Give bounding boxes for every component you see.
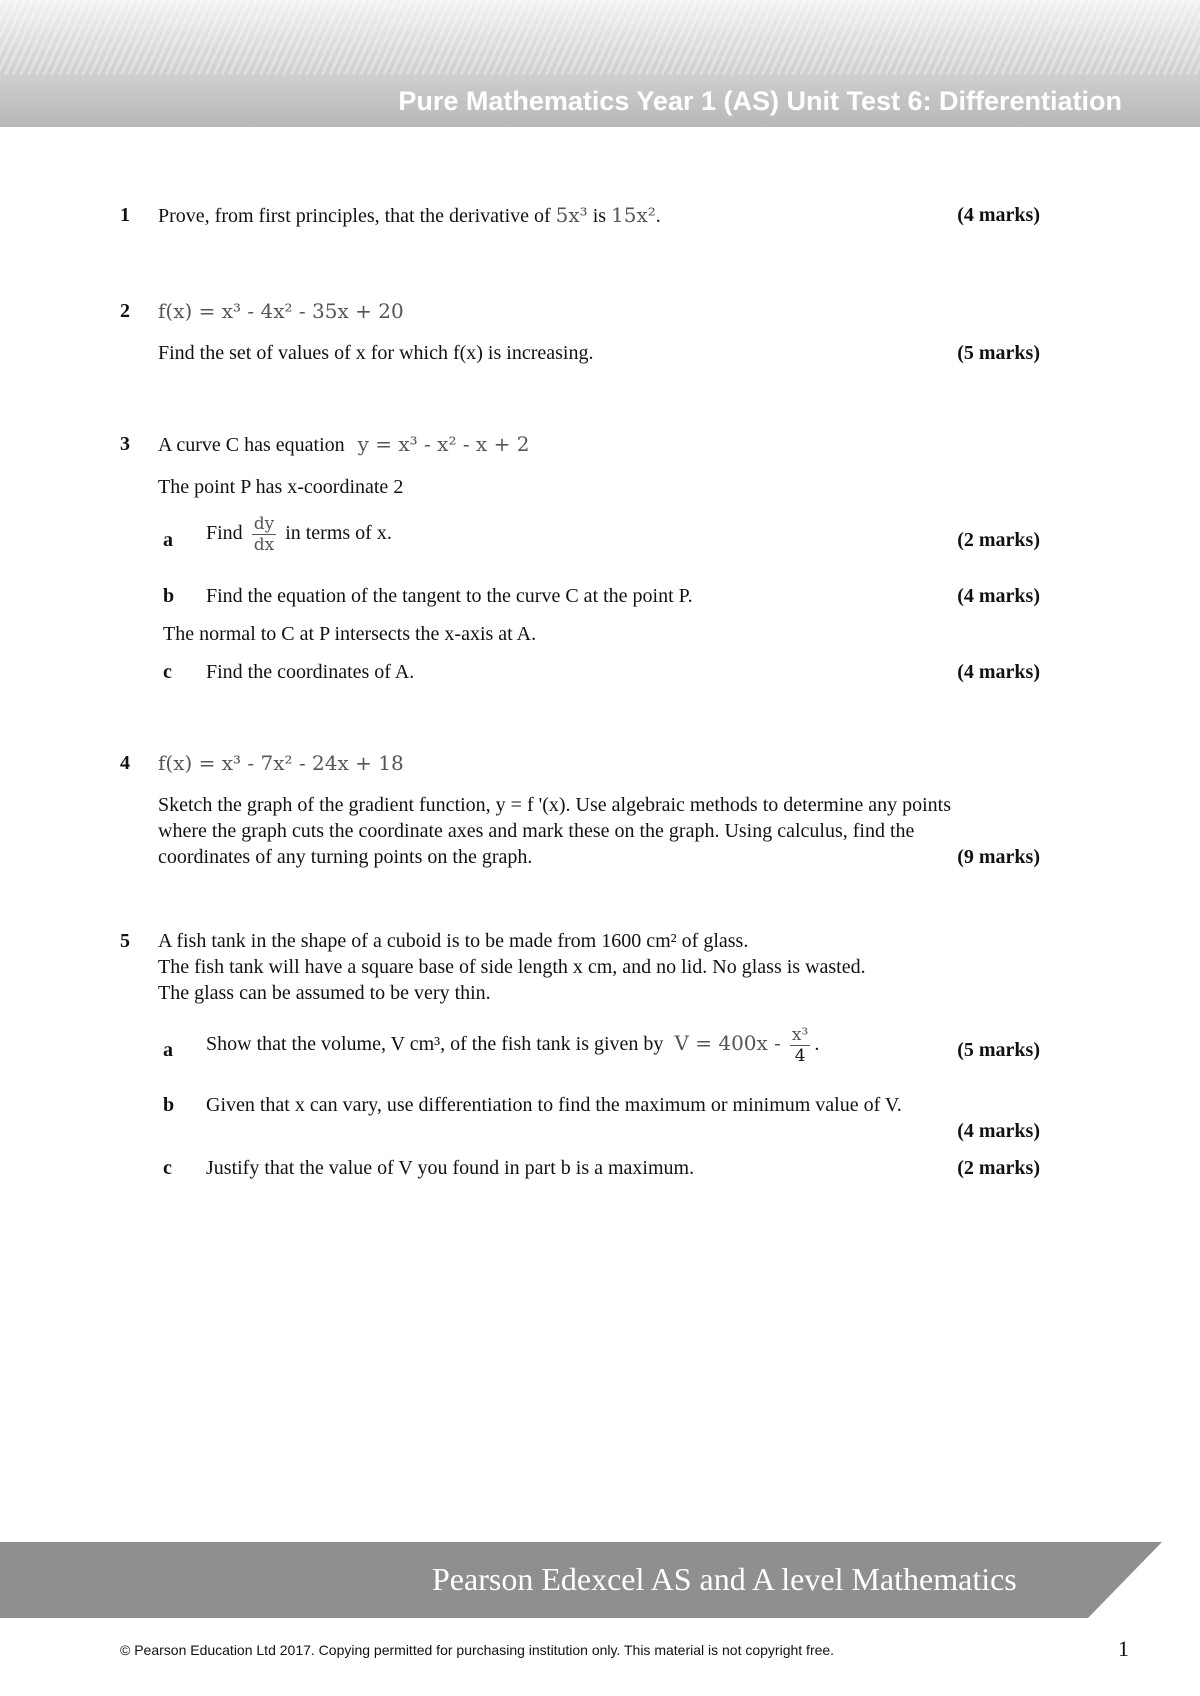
question-paragraph: Sketch the graph of the gradient function, y = f '(x). Use algebraic methods to determine any points where the graph cuts the coordinate axes and mark these on the graph. Using calculus, find the coordinates of any turning points on the graph. (158, 794, 951, 868)
part-label: c (163, 661, 172, 683)
part-label: a (163, 529, 173, 551)
function-definition: f(x) = x³ - 7x² - 24x + 18 (158, 751, 404, 775)
part-text: Show that the volume, V cm³, of the fish tank is given by V = 400x - $\frac{\text{x³}}{4}$ . (206, 1025, 820, 1066)
part-label: a (163, 1039, 173, 1061)
part-text: Find the equation of the tangent to the curve C at the point P. (206, 585, 693, 607)
question-text: Prove, from first principles, that the derivative of 5x³ is 15x². (158, 203, 661, 227)
question-number: 4 (120, 752, 130, 774)
question-text: Find the set of values of x for which f(x) is increasing. (158, 342, 594, 364)
marks-label: (5 marks) (957, 1039, 1040, 1061)
footer-brand: Pearson Edexcel AS and A level Mathematics (432, 1561, 1017, 1597)
copyright-notice: © Pearson Education Ltd 2017. Copying permitted for purchasing institution only. This material is not copyright free. (120, 1642, 835, 1658)
math-expression: V = 400x - (674, 1031, 781, 1056)
part-label: b (163, 1094, 175, 1116)
question-text: The normal to C at P intersects the x-axis at A. (163, 623, 537, 645)
question-text: A curve C has equation y = x³ - x² - x + 2 (158, 432, 530, 456)
marks-label: (4 marks) (957, 1120, 1040, 1142)
marks-label: (2 marks) (957, 1157, 1040, 1179)
part-text: Justify that the value of V you found in part b is a maximum. (206, 1157, 695, 1179)
question-number: 2 (120, 300, 130, 322)
marks-label: (5 marks) (957, 342, 1040, 364)
marks-label: (2 marks) (957, 529, 1040, 551)
math-expression: y = x³ - x² - x + 2 (357, 432, 530, 456)
part-text: Given that x can vary, use differentiation to find the maximum or minimum value of V. (206, 1094, 902, 1116)
question-number: 5 (120, 930, 130, 952)
math-expression: 15x² (611, 203, 656, 227)
marks-label: (4 marks) (957, 585, 1040, 607)
marks-label: (9 marks) (957, 846, 1040, 868)
header-title: Pure Mathematics Year 1 (AS) Unit Test 6: Differentiation (398, 86, 1122, 116)
question-number: 1 (120, 204, 130, 226)
question-text: The point P has x-coordinate 2 (158, 476, 404, 498)
part-label: b (163, 585, 175, 607)
page-number: 1 (1118, 1636, 1129, 1661)
marks-label: (4 marks) (957, 204, 1040, 226)
part-text: Find the coordinates of A. (206, 661, 415, 683)
part-label: c (163, 1157, 172, 1179)
question-number: 3 (120, 433, 130, 455)
function-definition: f(x) = x³ - 4x² - 35x + 20 (158, 299, 404, 323)
question-paragraph: A fish tank in the shape of a cuboid is to be made from 1600 cm² of glass. The fish tank will have a square base of side length x cm, and no lid. No glass is wasted. The glass can be assumed to be very thin. (158, 930, 866, 1004)
header-stripes (0, 0, 1200, 75)
page-header (0, 0, 1200, 127)
fraction: $\frac{\text{x³}}{4}$ (791, 1025, 809, 1066)
math-expression: 5x³ (555, 203, 588, 227)
part-text: Find $\frac{dy}{dx}$ in terms of x. (206, 514, 392, 555)
fraction: $\frac{dy}{dx}$ (253, 514, 275, 555)
marks-label: (4 marks) (957, 661, 1040, 683)
